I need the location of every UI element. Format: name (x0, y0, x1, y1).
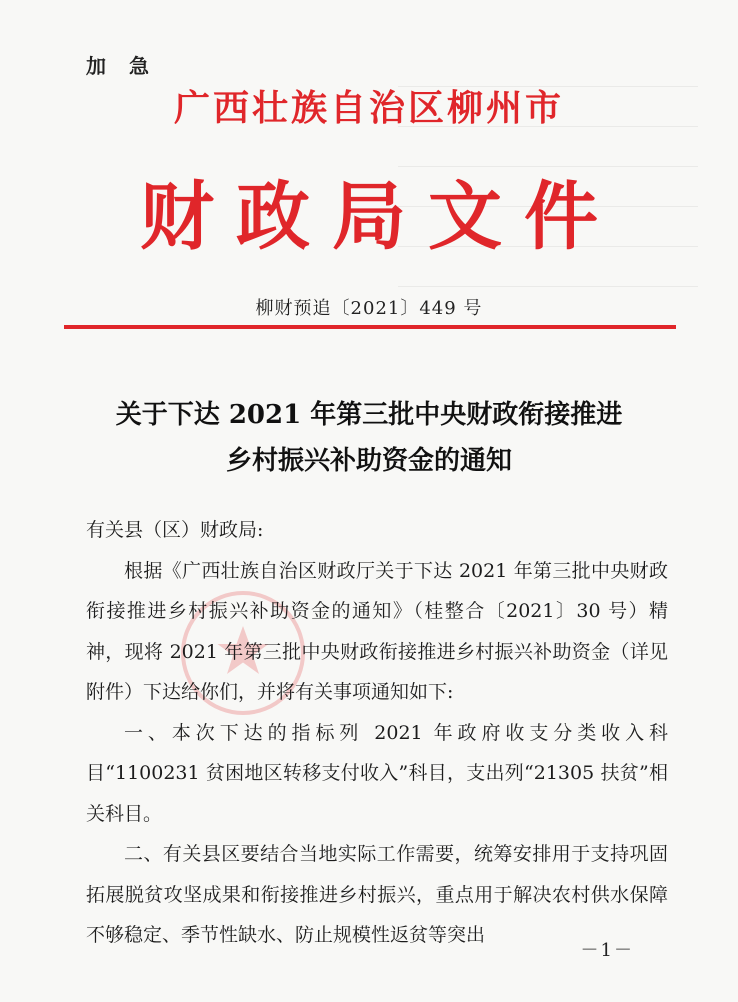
paragraph: 根据《广西壮族自治区财政厅关于下达 2021 年第三批中央财政衔接推进乡村振兴补助资金的通知》（桂整合〔2021〕30 号）精神，现将 2021 年第三批中央财政衔接推进乡村振兴补助资金（详见附件）下达给你们，并将有关事项通知如下: (86, 559, 668, 703)
page-number: －1－ (580, 940, 634, 961)
paragraph: 二、有关县区要结合当地实际工作需要，统筹安排用于支持巩固拓展脱贫攻坚成果和衔接推进乡村振兴，重点用于解决农村供水保障不够稳定、季节性缺水、防止规模性返贫等突出 (86, 843, 668, 946)
title-line-2: 乡村振兴补助资金的通知 (225, 446, 512, 476)
issuer-name: 广西壮族自治区柳州市 (173, 87, 564, 129)
salutation: 有关县（区）财政局: (86, 519, 264, 541)
document-number: 柳财预追〔2021〕449 号 (255, 298, 483, 319)
title-line-1: 关于下达 2021 年第三批中央财政衔接推进 (115, 400, 623, 430)
paragraph: 一、本次下达的指标列 2021 年政府收支分类收入科目“1100231 贫困地区转移支付收入”科目，支出列“21305 扶贫”相关科目。 (86, 721, 668, 825)
document-title (0, 392, 738, 484)
red-separator-line (64, 325, 676, 329)
issuer-document-heading: 财政局文件 (140, 174, 620, 260)
urgency-label: 加 急 (86, 54, 157, 78)
document-body (86, 510, 668, 956)
